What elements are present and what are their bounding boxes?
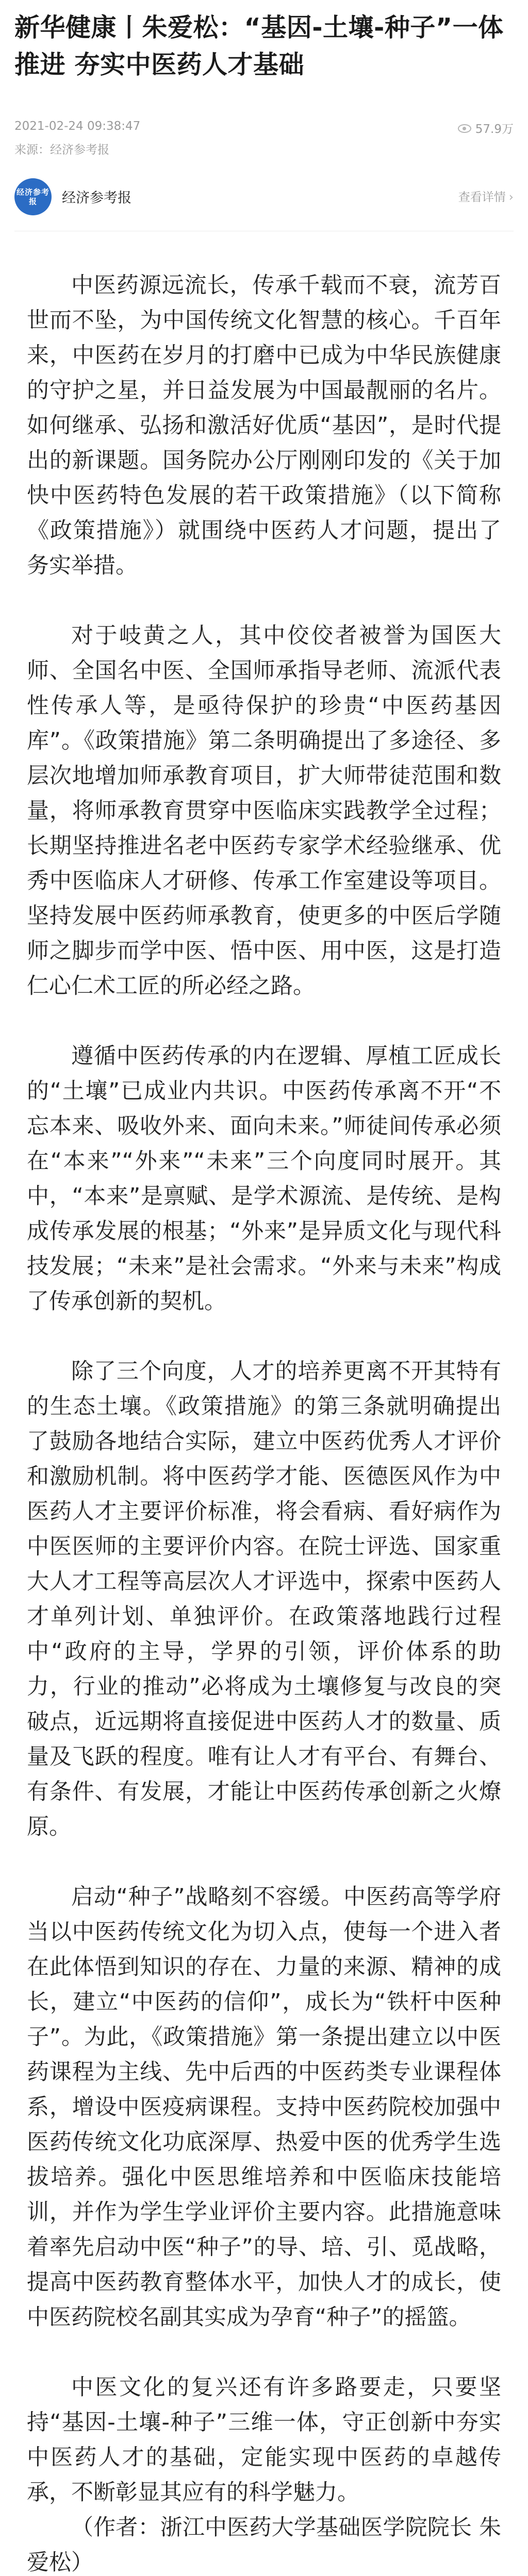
paragraph: 除了三个向度，人才的培养更离不开其特有的生态土壤。《政策措施》的第三条就明确提出了鼓励各地结合实际，建立中医药优秀人才评价和激励机制。将中医药学才能、医德医风作为中医药人才主要评价标准，将会看病、看好病作为中医医师的主要评价内容。在院士评选、国家重大人才工程等高层次人才评选中，探索中医药人才单列计划、单独评价。在政策落地践行过程中“政府的主导，学界的引领，评价体系的助力，行业的推动”必将成为土壤修复与改良的突破点，近远期将直接促进中医药人才的数量、质量及飞跃的程度。唯有让人才有平台、有舞台、有条件、有发展，才能让中医药传承创新之火燎原。 — [27, 1359, 501, 1840]
chevron-right-icon: › — [508, 191, 514, 204]
paragraph: 启动“种子”战略刻不容缓。中医药高等学府当以中医药传统文化为切入点，使每一个进入者在此体悟到知识的存在、力量的来源、精神的成长，建立“中医药的信仰”，成长为“铁杆中医种子”。为此，《政策措施》第一条提出建立以中医药课程为主线、先中后西的中医药类专业课程体系，增设中医疫病课程。支持中医药院校加强中医药传统文化功底深厚、热爱中医的优秀学生选拔培养。强化中医思维培养和中医临床技能培训，并作为学生学业评价主要内容。此措施意味着率先启动中医“种子”的导、培、引、觅战略，提高中医药教育整体水平，加快人才的成长，使中医药院校名副其实成为孕育“种子”的摇篮。 — [27, 1884, 501, 2330]
article-title: 新华健康丨朱爱松：“基因-土壤-种子”一体推进 夯实中医药人才基础 — [14, 13, 504, 79]
eye-icon — [458, 124, 471, 133]
read-count-value: 57.9万 — [475, 123, 514, 136]
paragraph: 遵循中医药传承的内在逻辑、厚植工匠成长的“土壤”已成业内共识。中医药传承离不开“不忘本来、吸收外来、面向未来。”师徒间传承必须在“本来”“外来”“未来”三个向度同时展开。其中，“本来”是禀赋、是学术源流、是传统、是构成传承发展的根基；“外来”是异质文化与现代科技发展；“未来”是社会需求。“外来与未来”构成了传承创新的契机。 — [27, 1043, 501, 1314]
article-meta — [14, 120, 514, 140]
view-detail-label: 查看详情 — [458, 191, 506, 204]
source-line: 来源：经济参考报 — [14, 143, 109, 157]
paragraph: 中医药源远流长，传承千载而不衰，流芳百世而不坠，为中国传统文化智慧的核心。千百年来，中医药在岁月的打磨中已成为中华民族健康的守护之星，并日益发展为中国最靓丽的名片。如何继承、弘扬和激活好优质“基因”，是时代提出的新课题。国务院办公厅刚刚印发的《关于加快中医药特色发展的若干政策措施》（以下简称《政策措施》）就围绕中医药人才问题，提出了务实举措。 — [27, 273, 501, 579]
avatar-logo-text: 经济参考报 — [16, 188, 50, 206]
author-credit: （作者：浙江中医药大学基础医学院院长 朱爱松） — [27, 2515, 501, 2575]
read-count — [458, 120, 514, 137]
view-detail-link[interactable] — [458, 188, 514, 205]
author-name[interactable]: 经济参考报 — [62, 190, 131, 206]
author-row[interactable] — [14, 175, 514, 218]
article-body — [27, 268, 501, 2576]
paragraph: 中医文化的复兴还有许多路要走，只要坚持“基因-土壤-种子”三维一体，守正创新中夯实中医药人才的基础，定能实现中医药的卓越传承，不断彰显其应有的科学魅力。 — [27, 2375, 501, 2505]
publish-date: 2021-02-24 09:38:47 — [14, 120, 141, 133]
avatar[interactable] — [14, 178, 52, 215]
paragraph: 对于岐黄之人，其中佼佼者被誉为国医大师、全国名中医、全国师承指导老师、流派代表性传承人等，是亟待保护的珍贵“中医药基因库”。《政策措施》第二条明确提出了多途径、多层次地增加师承教育项目，扩大师带徒范围和数量，将师承教育贯穿中医临床实践教学全过程；长期坚持推进名老中医药专家学术经验继承、优秀中医临床人才研修、传承工作室建设等项目。坚持发展中医药师承教育，使更多的中医后学随师之脚步而学中医、悟中医、用中医，这是打造仁心仁术工匠的所必经之路。 — [27, 623, 501, 999]
